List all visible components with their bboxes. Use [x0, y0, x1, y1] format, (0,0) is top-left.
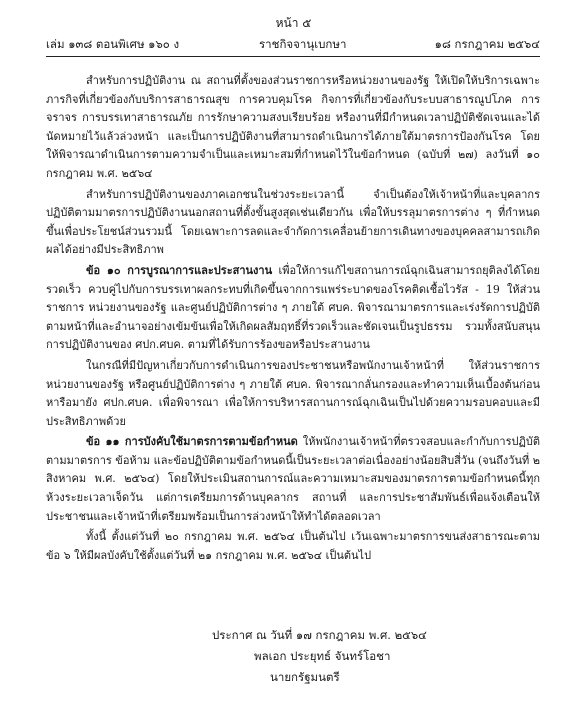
- signatory-position: นายกรัฐมนตรี: [270, 670, 340, 684]
- signatory-name: พลเอก ประยุทธ์ จันทร์โอชา: [254, 649, 391, 663]
- announcement-date: ประกาศ ณ วันที่ ๑๗ กรกฎาคม พ.ศ. ๒๕๖๔: [212, 628, 427, 642]
- clause-10-text: เพื่อให้การแก้ไขสถานการณ์ฉุกเฉินสามารถยุติลงได้โดยรวดเร็ว ควบคู่ไปกับการบรรเทาผลกระทบที่เกิดขึ้นจากการแพร่ระบาดของโรคติดเชื้อไวรัส - 19 ให้ส่วนราชการ หน่วยงานของรัฐ และศูนย์ปฏิบัติการต่าง ๆ ภายใต้ ศบค. พิจารณามาตรการและเร่งรัดการปฏิบัติตามหน้าที่และอำนาจอย่างเข้มข้นเพื่อให้เกิดผลสัมฤทธิ์ที่รวดเร็วและชัดเจนเป็นรูปธรรม รวมทั้งสนับสนุนการปฏิบัติงานของ ศปก.ศบค. ตามที่ได้รับการร้องขอหรือประสานงาน: [46, 263, 540, 352]
- header-volume: เล่ม ๑๓๘ ตอนพิเศษ ๑๖๐ ง: [46, 37, 180, 51]
- clause-10-heading: ข้อ ๑๐ การบูรณาการและประสานงาน: [86, 263, 273, 277]
- header-divider: [46, 56, 540, 57]
- clause-11-text: ให้พนักงานเจ้าหน้าที่ตรวจสอบและกำกับการปฏิบัติตามมาตรการ ข้อห้าม และข้อปฏิบัติตามข้อกำหนดนี้เป็นระยะเวลาต่อเนื่องอย่างน้อยสิบสี่วัน (จนถึงวันที่ ๒ สิงหาคม พ.ศ. ๒๕๖๔) โดยให้ประเมินสถานการณ์และความเหมาะสมของมาตรการตามข้อกำหนดนี้ทุกห้วงระยะเวลาเจ็ดวัน แต่การเตรียมการด้านบุคลากร สถานที่ และการประชาสัมพันธ์เพื่อแจ้งเตือนให้ประชาชนและเจ้าหน้าที่เตรียมพร้อมเป็นการล่วงหน้าให้ทำได้ตลอดเวลา: [46, 435, 540, 523]
- clause-11-heading: ข้อ ๑๑ การบังคับใช้มาตรการตามข้อกำหนด: [86, 435, 298, 449]
- paragraph-clause-11: [46, 433, 540, 526]
- paragraph-problem-cases: ในกรณีที่มีปัญหาเกี่ยวกับการดำเนินการของประชาชนหรือพนักงานเจ้าหน้าที่ ให้ส่วนราชการหน่วยงานของรัฐ หรือศูนย์ปฏิบัติการต่าง ๆ ภายใต้ ศบค. พิจารณากลั่นกรองและทำความเห็นเบื้องต้นก่อนหารือมายัง ศปก.ศบค. เพื่อพิจารณา เพื่อให้การบริหารสถานการณ์ฉุกเฉินเป็นไปด้วยความรอบคอบและมีประสิทธิภาพด้วย: [46, 358, 540, 428]
- paragraph-effective-date: ทั้งนี้ ตั้งแต่วันที่ ๒๐ กรกฎาคม พ.ศ. ๒๕๖๔ เป็นต้นไป เว้นเฉพาะมาตรการขนส่งสาธารณะตามข้อ ๖ ให้มีผลบังคับใช้ตั้งแต่วันที่ ๒๑ กรกฎาคม พ.ศ. ๒๕๖๔ เป็นต้นไป: [46, 530, 540, 562]
- paragraph-government-work: สำหรับการปฏิบัติงาน ณ สถานที่ตั้งของส่วนราชการหรือหน่วยงานของรัฐ ให้เปิดให้บริการเฉพาะภารกิจที่เกี่ยวข้องกับบริการสาธารณสุข การควบคุมโรค กิจการที่เกี่ยวข้องกับระบบสาธารณูปโภค การจราจร การบรรเทาสาธารณภัย การรักษาความสงบเรียบร้อย หรืองานที่มีกำหนดเวลาปฏิบัติชัดเจนและได้นัดหมายไว้แล้วล่วงหน้า และเป็นการปฏิบัติงานที่สามารถดำเนินการได้ภายใต้มาตรการป้องกันโรค โดยให้พิจารณาดำเนินการตามความจำเป็นและเหมาะสมที่กำหนดไว้ในข้อกำหนด (ฉบับที่ ๒๗) ลงวันที่ ๑๐ กรกฎาคม พ.ศ. ๒๕๖๔: [46, 74, 540, 180]
- paragraph-private-sector: สำหรับการปฏิบัติงานของภาคเอกชนในช่วงระยะเวลานี้ จำเป็นต้องให้เจ้าหน้าที่และบุคลากรปฏิบัติตามมาตรการปฏิบัติงานนอกสถานที่ตั้งขั้นสูงสุดเช่นเดียวกัน เพื่อให้บรรลุมาตรการต่าง ๆ ที่กำหนดขึ้นเพื่อประโยชน์ส่วนรวมนี้ โดยเฉพาะการลดและจำกัดการเคลื่อนย้ายการเดินทางของบุคคลสามารถเกิดผลได้อย่างมีประสิทธิภาพ: [46, 187, 540, 257]
- page-number: หน้า ๕: [275, 16, 312, 30]
- paragraph-clause-10: [46, 262, 540, 355]
- document-body: [46, 72, 540, 565]
- header-gazette-title: ราชกิจจานุเบกษา: [259, 37, 347, 51]
- header-date: ๑๘ กรกฎาคม ๒๕๖๔: [434, 37, 540, 51]
- running-header: [46, 36, 540, 56]
